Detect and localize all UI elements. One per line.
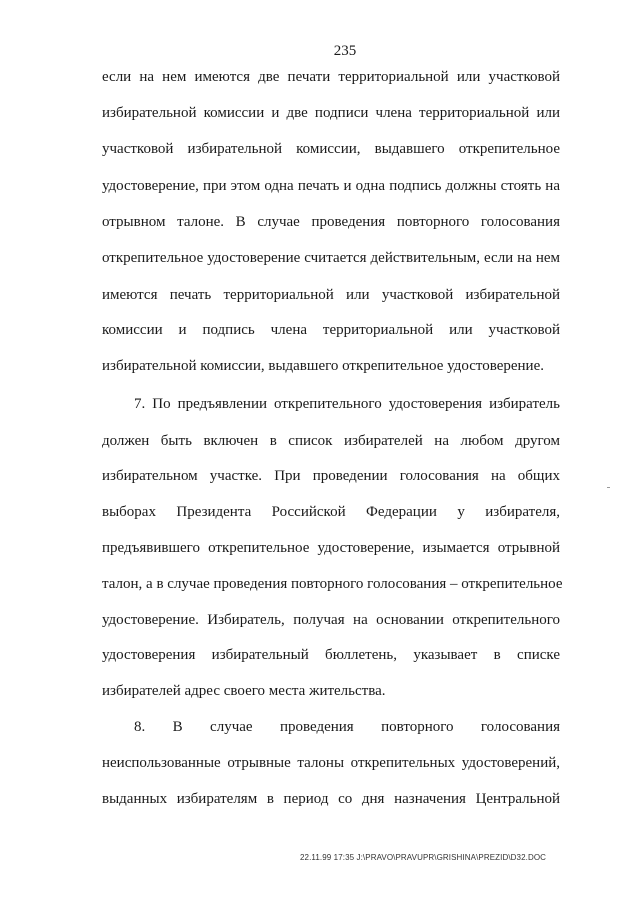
text-line: 8. В случае проведения повторного голосования	[134, 719, 560, 735]
text-line: предъявившего открепительное удостоверение, изымается отрывной	[102, 540, 560, 556]
text-line: выданных избирателям в период со дня назначения Центральной	[102, 791, 560, 807]
text-line: отрывном талоне. В случае проведения повторного голосования	[102, 214, 560, 230]
text-line: избирателей адрес своего места жительства.	[102, 683, 386, 699]
text-line: имеются печать территориальной или участковой избирательной	[102, 287, 560, 303]
scan-mark	[607, 487, 610, 488]
text-line: 7. По предъявлении открепительного удостоверения избиратель	[134, 396, 560, 412]
text-line: талон, а в случае проведения повторного голосования – открепительное	[102, 576, 563, 592]
text-line: избирательной комиссии и две подписи члена территориальной или	[102, 105, 560, 121]
text-line: комиссии и подпись члена территориальной или участковой	[102, 322, 560, 338]
text-line: должен быть включен в список избирателей на любом другом	[102, 433, 560, 449]
text-line: участковой избирательной комиссии, выдавшего открепительное	[102, 141, 560, 157]
text-line: неиспользованные отрывные талоны открепительных удостоверений,	[102, 755, 560, 771]
text-line: избирательном участке. При проведении голосования на общих	[102, 468, 560, 484]
page-number: 235	[333, 43, 357, 59]
text-line: удостоверения избирательный бюллетень, указывает в списке	[102, 647, 560, 663]
document-footer: 22.11.99 17:35 J:\PRAVO\PRAVUPR\GRISHINA\PREZID\D32.DOC	[300, 853, 547, 862]
text-line: избирательной комиссии, выдавшего открепительное удостоверение.	[102, 358, 544, 374]
text-line: выборах Президента Российской Федерации у избирателя,	[102, 504, 560, 520]
text-line: открепительное удостоверение считается действительным, если на нем	[102, 250, 560, 266]
text-line: если на нем имеются две печати территориальной или участковой	[102, 69, 560, 85]
text-line: удостоверение, при этом одна печать и одна подпись должны стоять на	[102, 178, 560, 194]
text-line: удостоверение. Избиратель, получая на основании открепительного	[102, 612, 560, 628]
